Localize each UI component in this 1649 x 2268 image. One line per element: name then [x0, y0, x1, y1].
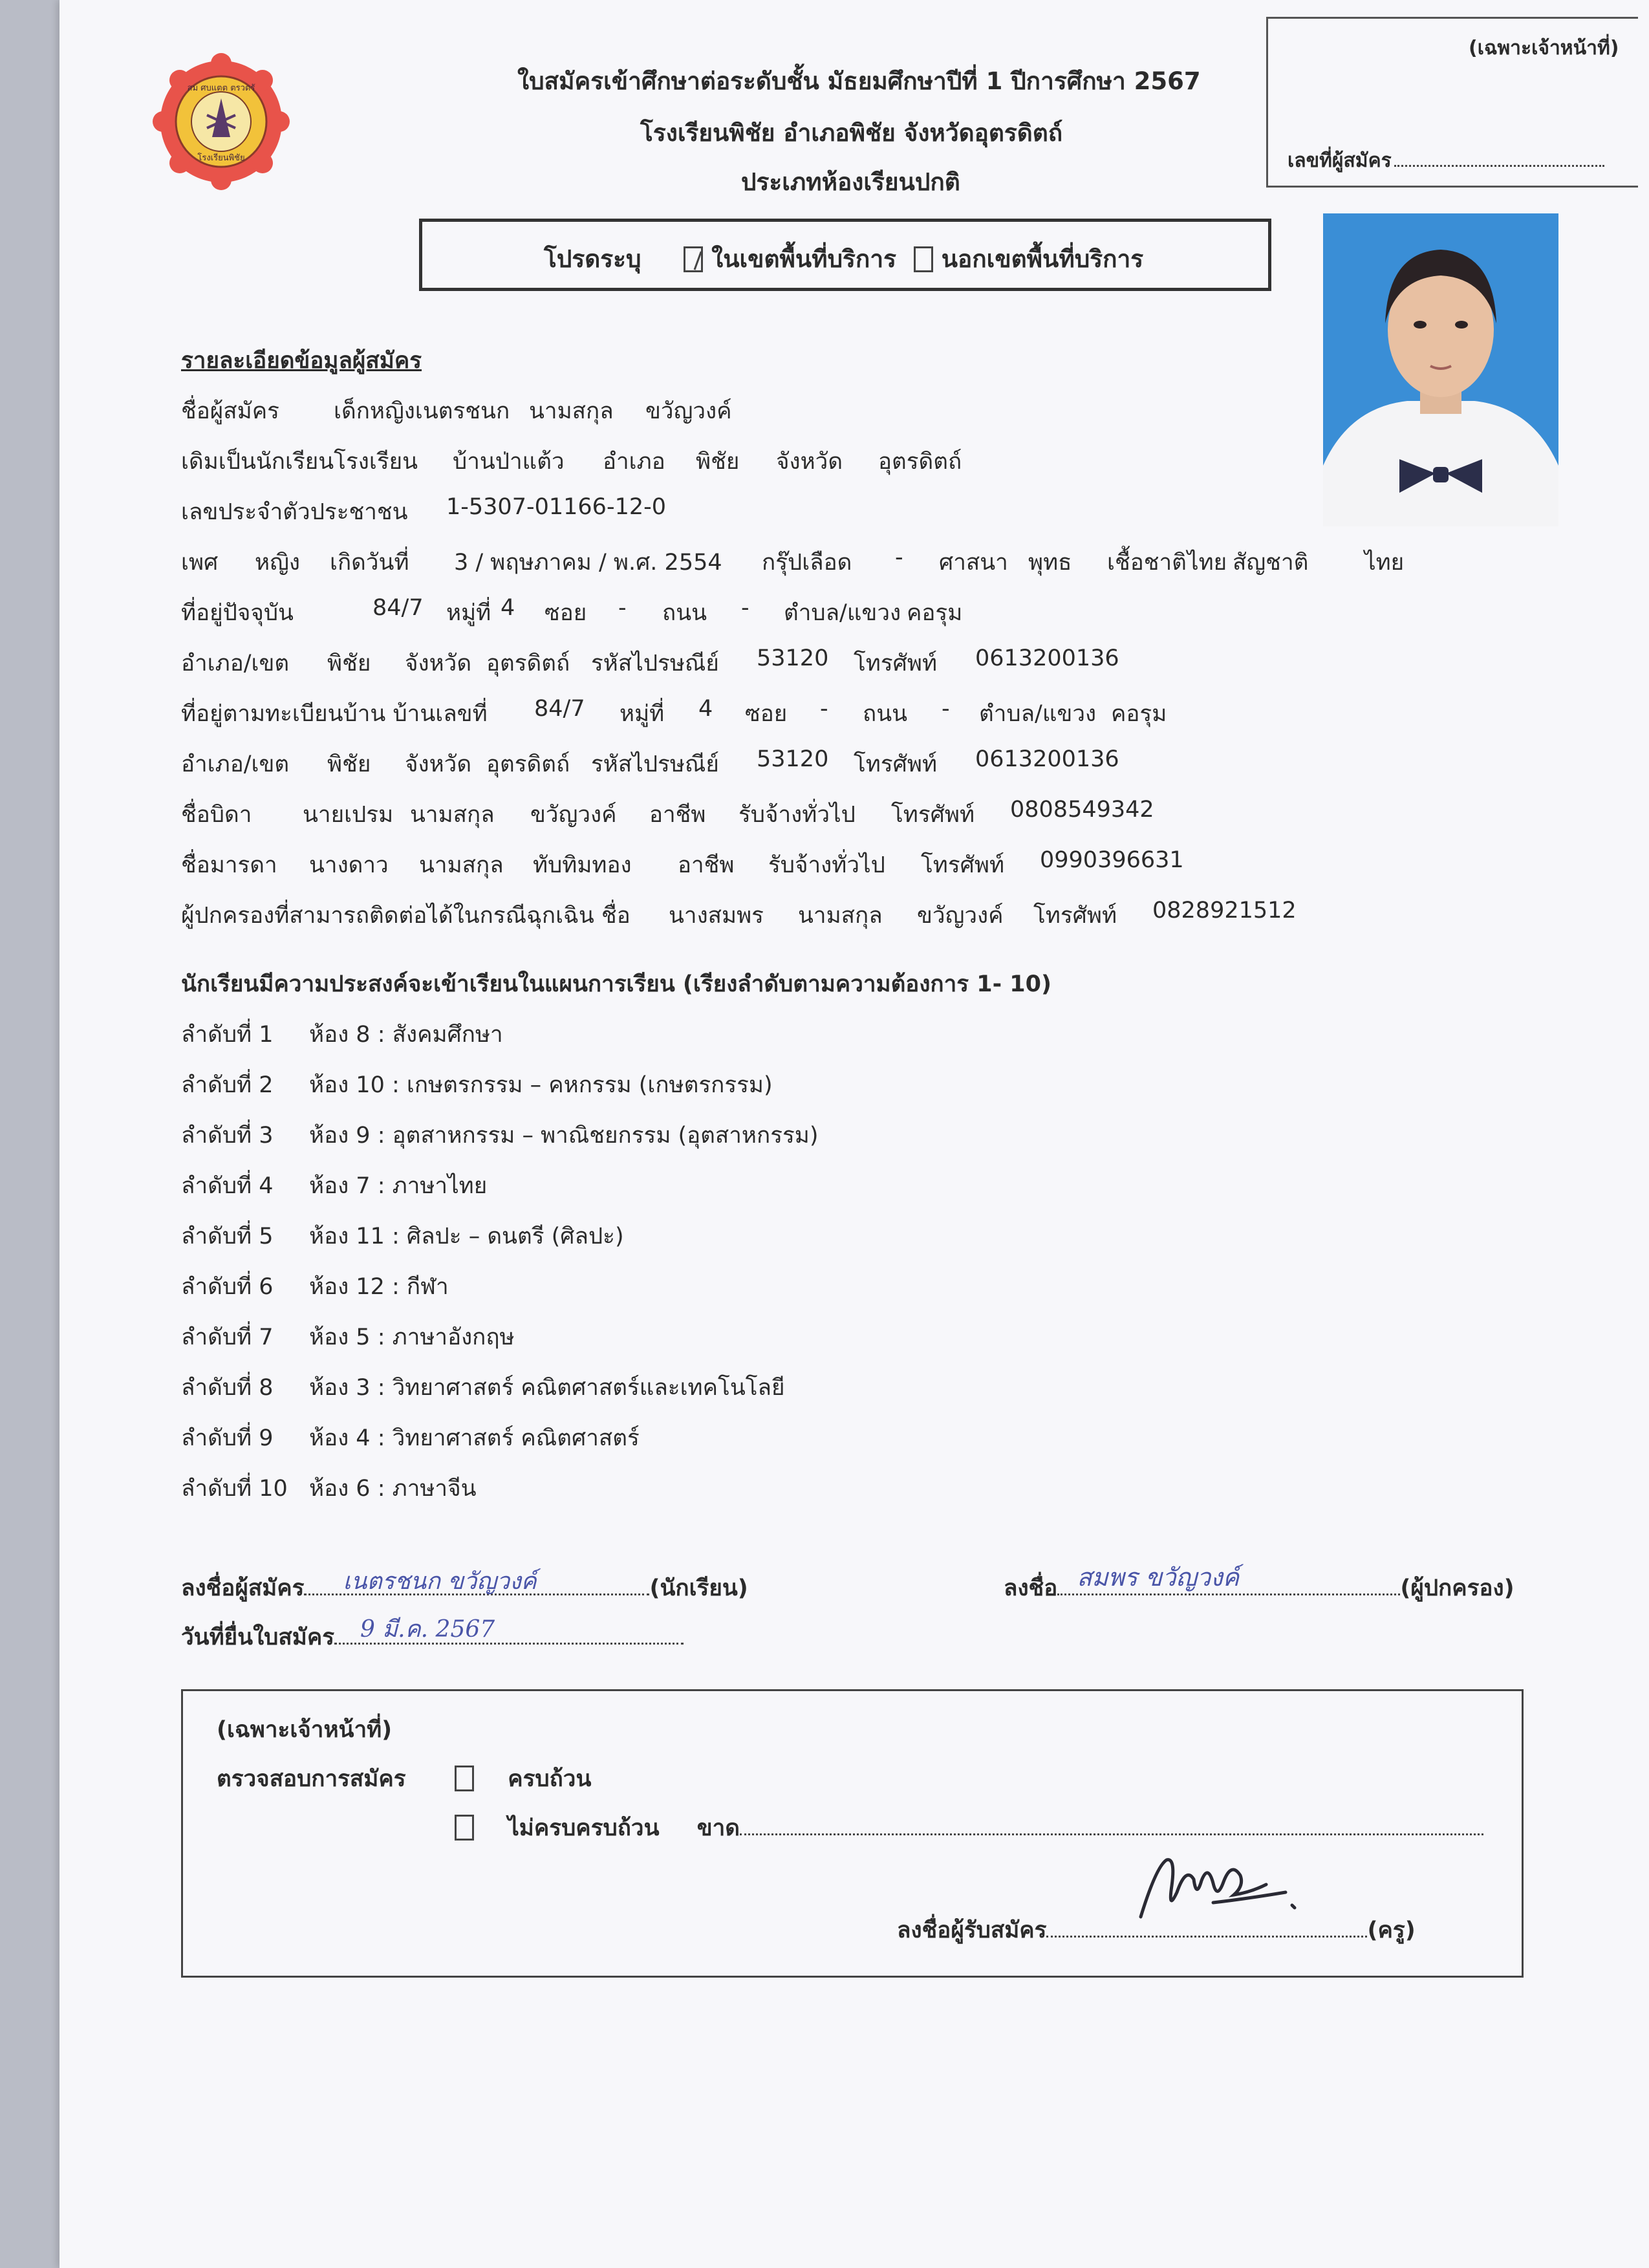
father-occupation-label: อาชีพ — [649, 802, 706, 828]
name-label: ชื่อผู้สมัคร — [181, 398, 279, 424]
preferences-heading: นักเรียนมีความประสงค์จะเข้าเรียนในแผนการเรียน (เรียงลำดับตามความต้องการ 1- 10) — [181, 971, 1052, 997]
office-use-box — [1266, 17, 1638, 188]
preference-rank: ลำดับที่ 9 — [181, 1425, 274, 1451]
receiver-signature-icon — [1137, 1841, 1318, 1925]
postcode: 53120 — [757, 645, 829, 671]
blood: - — [895, 545, 903, 570]
seal-top-text: สม ศบแตต ตรวตรั — [187, 83, 255, 93]
reg-address-label: ที่อยู่ตามทะเบียนบ้าน บ้านเลขที่ — [181, 701, 488, 727]
guardian-surname: ขวัญวงค์ — [917, 903, 1004, 929]
preference-rank: ลำดับที่ 1 — [181, 1022, 274, 1048]
preference-rank: ลำดับที่ 8 — [181, 1375, 274, 1401]
father-label: ชื่อบิดา — [181, 802, 252, 828]
applicant-sign-suffix: (นักเรียน) — [649, 1575, 748, 1601]
preference-room: ห้อง 8 : สังคมศึกษา — [309, 1022, 503, 1048]
applicant-sign-field[interactable] — [304, 1570, 649, 1595]
address-number: 84/7 — [372, 595, 424, 621]
preference-room: ห้อง 3 : วิทยาศาสตร์ คณิตศาสตร์และเทคโนโลยี — [309, 1375, 785, 1401]
preference-room: ห้อง 12 : กีฬา — [309, 1274, 449, 1300]
incomplete-label: ไม่ครบครบถ้วน — [508, 1815, 660, 1841]
school-seal-icon — [153, 53, 290, 190]
prev-school-label: เดิมเป็นนักเรียนโรงเรียน — [181, 449, 418, 475]
applicant-surname: ขวัญวงค์ — [645, 398, 732, 424]
reg-postcode-label: รหัสไปรษณีย์ — [591, 751, 719, 777]
mother-name: นางดาว — [309, 852, 389, 878]
parent-handwritten-name: สมพร ขวัญวงค์ — [1077, 1563, 1240, 1592]
religion-label: ศาสนา — [939, 550, 1008, 576]
missing-field[interactable] — [740, 1833, 1483, 1835]
school-line: โรงเรียนพิชัย อำเภอพิชัย จังหวัดอุตรดิตถ์ — [640, 119, 1063, 147]
complete-checkbox[interactable] — [455, 1766, 474, 1791]
applicant-photo — [1323, 213, 1558, 526]
parent-sign-label: ลงชื่อ — [1004, 1575, 1058, 1601]
submit-date-field[interactable] — [334, 1616, 684, 1645]
reg-phone-label: โทรศัพท์ — [854, 751, 938, 777]
prev-school: บ้านป่าแต้ว — [453, 449, 565, 475]
preference-room: ห้อง 9 : อุตสาหกรรม – พาณิชยกรรม (อุตสาหกรรม) — [309, 1123, 819, 1149]
applicant-sign-label: ลงชื่อผู้สมัคร — [181, 1575, 305, 1601]
address-label: ที่อยู่ปัจจุบัน — [181, 600, 294, 626]
classroom-type: ประเภทห้องเรียนปกติ — [741, 168, 960, 196]
preference-room: ห้อง 11 : ศิลปะ – ดนตรี (ศิลปะ) — [309, 1224, 624, 1249]
father-occupation: รับจ้างทั่วไป — [738, 802, 856, 828]
phone: 0613200136 — [975, 645, 1119, 671]
id-number: 1-5307-01166-12-0 — [446, 494, 667, 520]
dob-label: เกิดวันที่ — [330, 550, 409, 576]
reg-road-label: ถนน — [863, 701, 908, 727]
seal-bottom-text: โรงเรียนพิชัย — [197, 153, 245, 163]
road: - — [741, 595, 749, 621]
applicant-number-field[interactable] — [1394, 165, 1604, 167]
road-label: ถนน — [662, 600, 707, 626]
reg-subdistrict: คอรุม — [1111, 701, 1167, 727]
reg-postcode: 53120 — [757, 746, 829, 772]
guardian-name: นางสมพร — [669, 903, 764, 929]
guardian-label: ผู้ปกครองที่สามารถติดต่อได้ในกรณีฉุกเฉิน ชื่อ — [181, 903, 630, 929]
postcode-label: รหัสไปรษณีย์ — [591, 651, 719, 676]
missing-label: ขาด — [696, 1815, 740, 1841]
applicant-handwritten-name: เนตรชนก ขวัญวงค์ — [343, 1568, 537, 1595]
reg-soi: - — [820, 696, 828, 722]
preference-rank: ลำดับที่ 3 — [181, 1123, 274, 1149]
race: ไทย — [1187, 550, 1227, 576]
reg-road: - — [942, 696, 950, 722]
id-label: เลขประจำตัวประชาชน — [181, 499, 408, 525]
submit-date-label: วันที่ยื่นใบสมัคร — [181, 1625, 335, 1650]
parent-sign-field[interactable] — [1057, 1563, 1400, 1595]
zone-prompt: โปรดระบุ — [544, 245, 641, 273]
staff-check-box — [181, 1689, 1524, 1978]
guardian-phone-label: โทรศัพท์ — [1033, 903, 1117, 929]
form-title: ใบสมัครเข้าศึกษาต่อระดับชั้น มัธยมศึกษาปีที่ 1 ปีการศึกษา 2567 — [517, 67, 1201, 95]
father-name: นายเปรม — [303, 802, 394, 828]
changwat-label: จังหวัด — [405, 651, 472, 676]
check-label: ตรวจสอบการสมัคร — [217, 1766, 406, 1792]
reg-phone: 0613200136 — [975, 746, 1119, 772]
reg-changwat-label: จังหวัด — [405, 751, 472, 777]
preference-rank: ลำดับที่ 4 — [181, 1173, 274, 1199]
preference-room: ห้อง 5 : ภาษาอังกฤษ — [309, 1324, 515, 1350]
zone-in-label: ในเขตพื้นที่บริการ — [711, 245, 896, 273]
zone-out-checkbox[interactable] — [914, 246, 933, 272]
reg-address-number: 84/7 — [534, 696, 585, 722]
receiver-sign-label: ลงชื่อผู้รับสมัคร — [897, 1917, 1047, 1943]
reg-soi-label: ซอย — [745, 701, 788, 727]
blood-label: กรุ๊ปเลือด — [762, 550, 852, 576]
father-phone: 0808549342 — [1010, 797, 1154, 823]
father-phone-label: โทรศัพท์ — [891, 802, 975, 828]
father-surname: ขวัญวงค์ — [530, 802, 617, 828]
complete-label: ครบถ้วน — [508, 1766, 592, 1792]
soi-label: ซอย — [544, 600, 587, 626]
soi: - — [618, 595, 627, 621]
submit-date-handwritten: 9 มี.ค. 2567 — [360, 1616, 495, 1643]
service-zone-box — [419, 219, 1271, 291]
reg-subdistrict-label: ตำบล/แขวง — [979, 701, 1097, 727]
mother-surname: ทับทิมทอง — [533, 852, 632, 878]
amphoe-label: อำเภอ/เขต — [181, 651, 290, 676]
amphoe: พิชัย — [327, 651, 371, 676]
receiver-sign-field[interactable] — [1046, 1936, 1367, 1938]
surname-label: นามสกุล — [529, 398, 614, 424]
staff-box-title: (เฉพาะเจ้าหน้าที่) — [217, 1717, 393, 1743]
guardian-surname-label: นามสกุล — [798, 903, 883, 929]
office-use-label: (เฉพาะเจ้าหน้าที่) — [1469, 37, 1619, 59]
reg-amphoe: พิชัย — [327, 751, 371, 777]
reg-amphoe-label: อำเภอ/เขต — [181, 751, 290, 777]
mother-occupation: รับจ้างทั่วไป — [768, 852, 885, 878]
sex: หญิง — [255, 550, 300, 576]
reg-changwat: อุตรดิตถ์ — [486, 751, 570, 777]
nationality-label: สัญชาติ — [1233, 550, 1309, 576]
receiver-sign-suffix: (ครู) — [1367, 1917, 1416, 1943]
mother-phone-label: โทรศัพท์ — [921, 852, 1005, 878]
zone-in-checkbox[interactable] — [684, 246, 703, 272]
district: พิชัย — [696, 449, 740, 475]
incomplete-checkbox[interactable] — [455, 1815, 474, 1841]
mother-phone: 0990396631 — [1040, 847, 1184, 873]
preference-rank: ลำดับที่ 10 — [181, 1476, 288, 1502]
preference-room: ห้อง 4 : วิทยาศาสตร์ คณิตศาสตร์ — [309, 1425, 640, 1451]
changwat: อุตรดิตถ์ — [486, 651, 570, 676]
sex-label: เพศ — [181, 550, 219, 576]
mother-surname-label: นามสกุล — [419, 852, 504, 878]
mother-label: ชื่อมารดา — [181, 852, 277, 878]
mother-occupation-label: อาชีพ — [678, 852, 735, 878]
nationality: ไทย — [1364, 550, 1405, 576]
dob: 3 / พฤษภาคม / พ.ศ. 2554 — [454, 550, 722, 576]
district-label: อำเภอ — [603, 449, 665, 475]
zone-out-label: นอกเขตพื้นที่บริการ — [941, 245, 1144, 273]
race-label: เชื้อชาติ — [1107, 550, 1187, 576]
religion: พุทธ — [1028, 550, 1072, 576]
reg-moo-label: หมู่ที่ — [620, 701, 665, 727]
province-label: จังหวัด — [776, 449, 843, 475]
subdistrict: คอรุม — [907, 600, 963, 626]
applicant-number-label: เลขที่ผู้สมัคร — [1288, 149, 1392, 172]
province: อุตรดิตถ์ — [878, 449, 962, 475]
subdistrict-label: ตำบล/แขวง — [784, 600, 901, 626]
reg-moo: 4 — [698, 696, 713, 722]
preference-room: ห้อง 10 : เกษตรกรรม – คหกรรม (เกษตรกรรม) — [309, 1072, 773, 1098]
details-heading: รายละเอียดข้อมูลผู้สมัคร — [181, 348, 422, 374]
applicant-name: เด็กหญิงเนตรชนก — [334, 398, 510, 424]
parent-sign-suffix: (ผู้ปกครอง) — [1400, 1575, 1514, 1601]
applicant-portrait-icon — [1323, 213, 1558, 526]
preference-rank: ลำดับที่ 5 — [181, 1224, 274, 1249]
preference-room: ห้อง 7 : ภาษาไทย — [309, 1173, 488, 1199]
preference-rank: ลำดับที่ 6 — [181, 1274, 274, 1300]
guardian-phone: 0828921512 — [1152, 898, 1297, 923]
moo: 4 — [501, 595, 515, 621]
preference-rank: ลำดับที่ 7 — [181, 1324, 274, 1350]
preference-room: ห้อง 6 : ภาษาจีน — [309, 1476, 477, 1502]
phone-label: โทรศัพท์ — [854, 651, 938, 676]
preference-rank: ลำดับที่ 2 — [181, 1072, 274, 1098]
moo-label: หมู่ที่ — [446, 600, 491, 626]
father-surname-label: นามสกุล — [410, 802, 495, 828]
